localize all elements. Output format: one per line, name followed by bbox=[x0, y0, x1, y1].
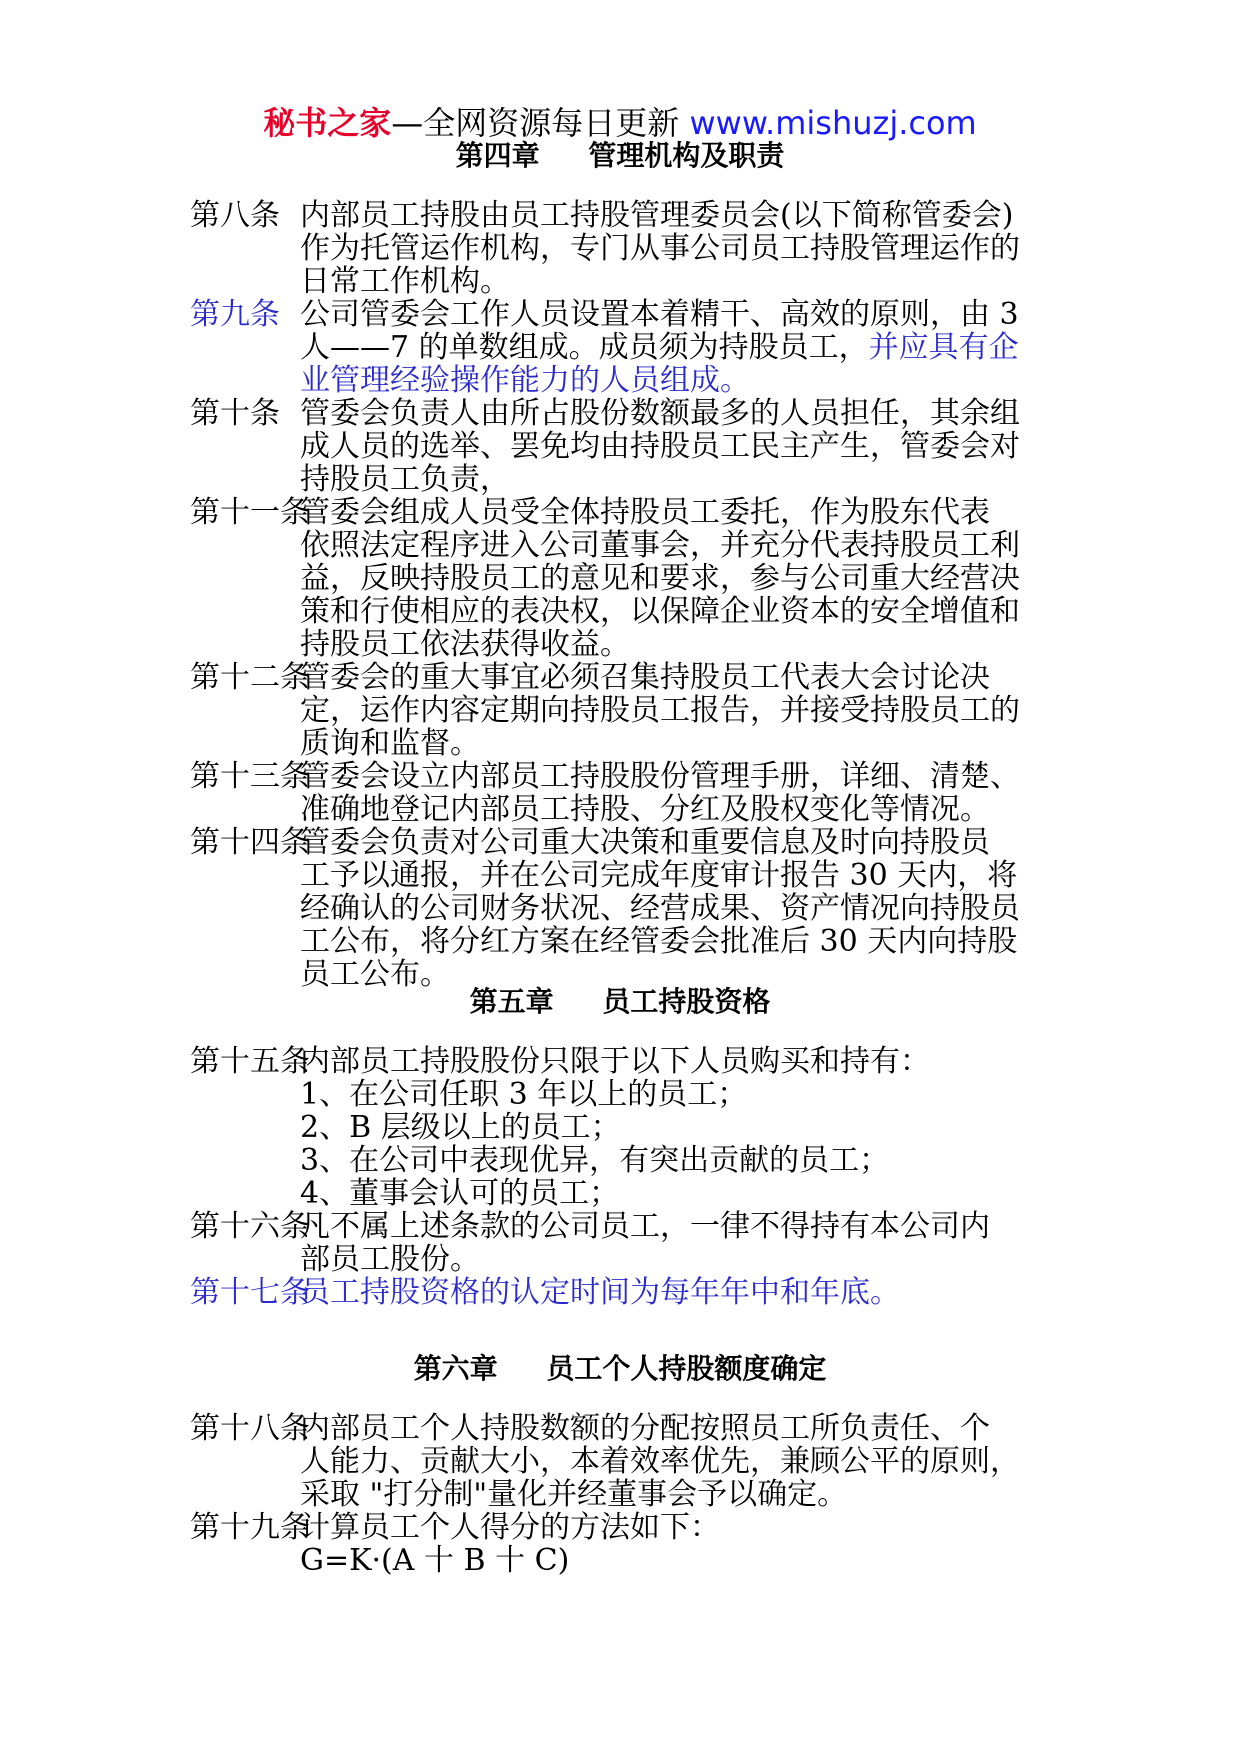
article-9-line-3: 业管理经验操作能力的人员组成。 bbox=[300, 363, 750, 398]
article-8-line-3: 日常工作机构。 bbox=[300, 264, 510, 299]
article-17-text: 员工持股资格的认定时间为每年年中和年底。 bbox=[300, 1275, 900, 1310]
article-13-line-1: 管委会设立内部员工持股股份管理手册，详细、清楚、 bbox=[300, 759, 1020, 794]
article-16 bbox=[190, 1210, 1070, 1276]
article-15-item-4: 4、董事会认可的员工； bbox=[300, 1176, 620, 1211]
article-14-line-1: 管委会负责对公司重大决策和重要信息及时向持股员 bbox=[300, 825, 990, 860]
article-12-line-3: 质询和监督。 bbox=[300, 726, 480, 761]
site-header bbox=[0, 103, 1240, 143]
article-15-item-3: 3、在公司中表现优异，有突出贡献的员工； bbox=[300, 1143, 890, 1178]
article-14-line-2: 工予以通报，并在公司完成年度审计报告 30 天内，将 bbox=[300, 858, 1018, 893]
article-10 bbox=[190, 397, 1070, 496]
article-18-label: 第十八条 bbox=[190, 1411, 310, 1446]
article-9-line-1: 公司管委会工作人员设置本着精干、高效的原则，由 3 bbox=[300, 297, 1019, 332]
article-14-line-3: 经确认的公司财务状况、经营成果、资产情况向持股员 bbox=[300, 891, 1020, 926]
article-19-formula: G=K·(A 十 B 十 C) bbox=[300, 1543, 570, 1578]
article-18-line-2: 人能力、贡献大小，本着效率优先，兼顾公平的原则， bbox=[300, 1444, 1020, 1479]
article-18 bbox=[190, 1412, 1070, 1511]
article-15-label: 第十五条 bbox=[190, 1044, 310, 1079]
article-14-label: 第十四条 bbox=[190, 825, 310, 860]
article-16-label: 第十六条 bbox=[190, 1209, 310, 1244]
article-8 bbox=[190, 199, 1070, 298]
article-19 bbox=[190, 1511, 1070, 1577]
chapter-6-title: 第六章 员工个人持股额度确定 bbox=[413, 1352, 827, 1385]
article-19-label: 第十九条 bbox=[190, 1510, 310, 1545]
article-11-line-4: 策和行使相应的表决权，以保障企业资本的安全增值和 bbox=[300, 594, 1020, 629]
article-12-line-1: 管委会的重大事宜必须召集持股员工代表大会讨论决 bbox=[300, 660, 990, 695]
article-10-line-2: 成人员的选举、罢免均由持股员工民主产生，管委会对 bbox=[300, 429, 1020, 464]
article-18-line-1: 内部员工个人持股数额的分配按照员工所负责任、个 bbox=[300, 1411, 990, 1446]
chapter-5-title: 第五章 员工持股资格 bbox=[469, 985, 771, 1018]
article-11-line-3: 益，反映持股员工的意见和要求，参与公司重大经营决 bbox=[300, 561, 1020, 596]
article-13-line-2: 准确地登记内部员工持股、分红及股权变化等情况。 bbox=[300, 792, 990, 827]
chapter-4-title: 第四章 管理机构及职责 bbox=[455, 139, 785, 172]
article-15-intro: 内部员工持股股份只限于以下人员购买和持有： bbox=[300, 1044, 930, 1079]
article-15-item-2: 2、B 层级以上的员工； bbox=[300, 1110, 621, 1145]
article-16-line-1: 凡不属上述条款的公司员工，一律不得持有本公司内 bbox=[300, 1209, 990, 1244]
article-15-item-1: 1、在公司任职 3 年以上的员工； bbox=[300, 1077, 748, 1112]
article-9-line-2b: 并应具有企 bbox=[868, 330, 1019, 365]
article-16-line-2: 部员工股份。 bbox=[300, 1242, 480, 1277]
article-11 bbox=[190, 496, 1070, 661]
article-17-label: 第十七条 bbox=[190, 1275, 310, 1310]
article-14-line-5: 员工公布。 bbox=[300, 957, 450, 992]
article-10-line-3: 持股员工负责， bbox=[300, 462, 510, 497]
article-13 bbox=[190, 760, 1070, 826]
article-12-line-2: 定，运作内容定期向持股员工报告，并接受持股员工的 bbox=[300, 693, 1020, 728]
article-10-label: 第十条 bbox=[190, 396, 280, 431]
article-11-line-1: 管委会组成人员受全体持股员工委托，作为股东代表 bbox=[300, 495, 990, 530]
site-url-link[interactable]: www.mishuzj.com bbox=[689, 104, 977, 142]
article-14-line-4: 工公布，将分红方案在经管委会批准后 30 天内向持股 bbox=[300, 924, 1018, 959]
article-14 bbox=[190, 826, 1070, 991]
article-13-label: 第十三条 bbox=[190, 759, 310, 794]
article-12 bbox=[190, 661, 1070, 760]
article-8-line-2: 作为托管运作机构，专门从事公司员工持股管理运作的 bbox=[300, 231, 1020, 266]
article-8-label: 第八条 bbox=[190, 198, 280, 233]
article-11-line-5: 持股员工依法获得收益。 bbox=[300, 627, 630, 662]
article-10-line-1: 管委会负责人由所占股份数额最多的人员担任，其余组 bbox=[300, 396, 1020, 431]
article-9-line-2a: 人——7 的单数组成。成员须为持股员工， bbox=[300, 330, 869, 365]
article-9 bbox=[190, 298, 1070, 397]
header-tagline: —全网资源每日更新 bbox=[391, 104, 680, 142]
article-17 bbox=[190, 1276, 1070, 1309]
article-18-line-3: 采取 "打分制"量化并经董事会予以确定。 bbox=[300, 1477, 848, 1512]
brand-name: 秘书之家 bbox=[263, 104, 392, 142]
article-8-line-1: 内部员工持股由员工持股管理委员会(以下简称管委会) bbox=[300, 198, 1014, 233]
article-15 bbox=[190, 1045, 1070, 1210]
article-9-label: 第九条 bbox=[190, 297, 280, 332]
article-12-label: 第十二条 bbox=[190, 660, 310, 695]
article-19-intro: 计算员工个人得分的方法如下： bbox=[300, 1510, 720, 1545]
article-11-line-2: 依照法定程序进入公司董事会，并充分代表持股员工利 bbox=[300, 528, 1020, 563]
article-11-label: 第十一条 bbox=[190, 495, 310, 530]
